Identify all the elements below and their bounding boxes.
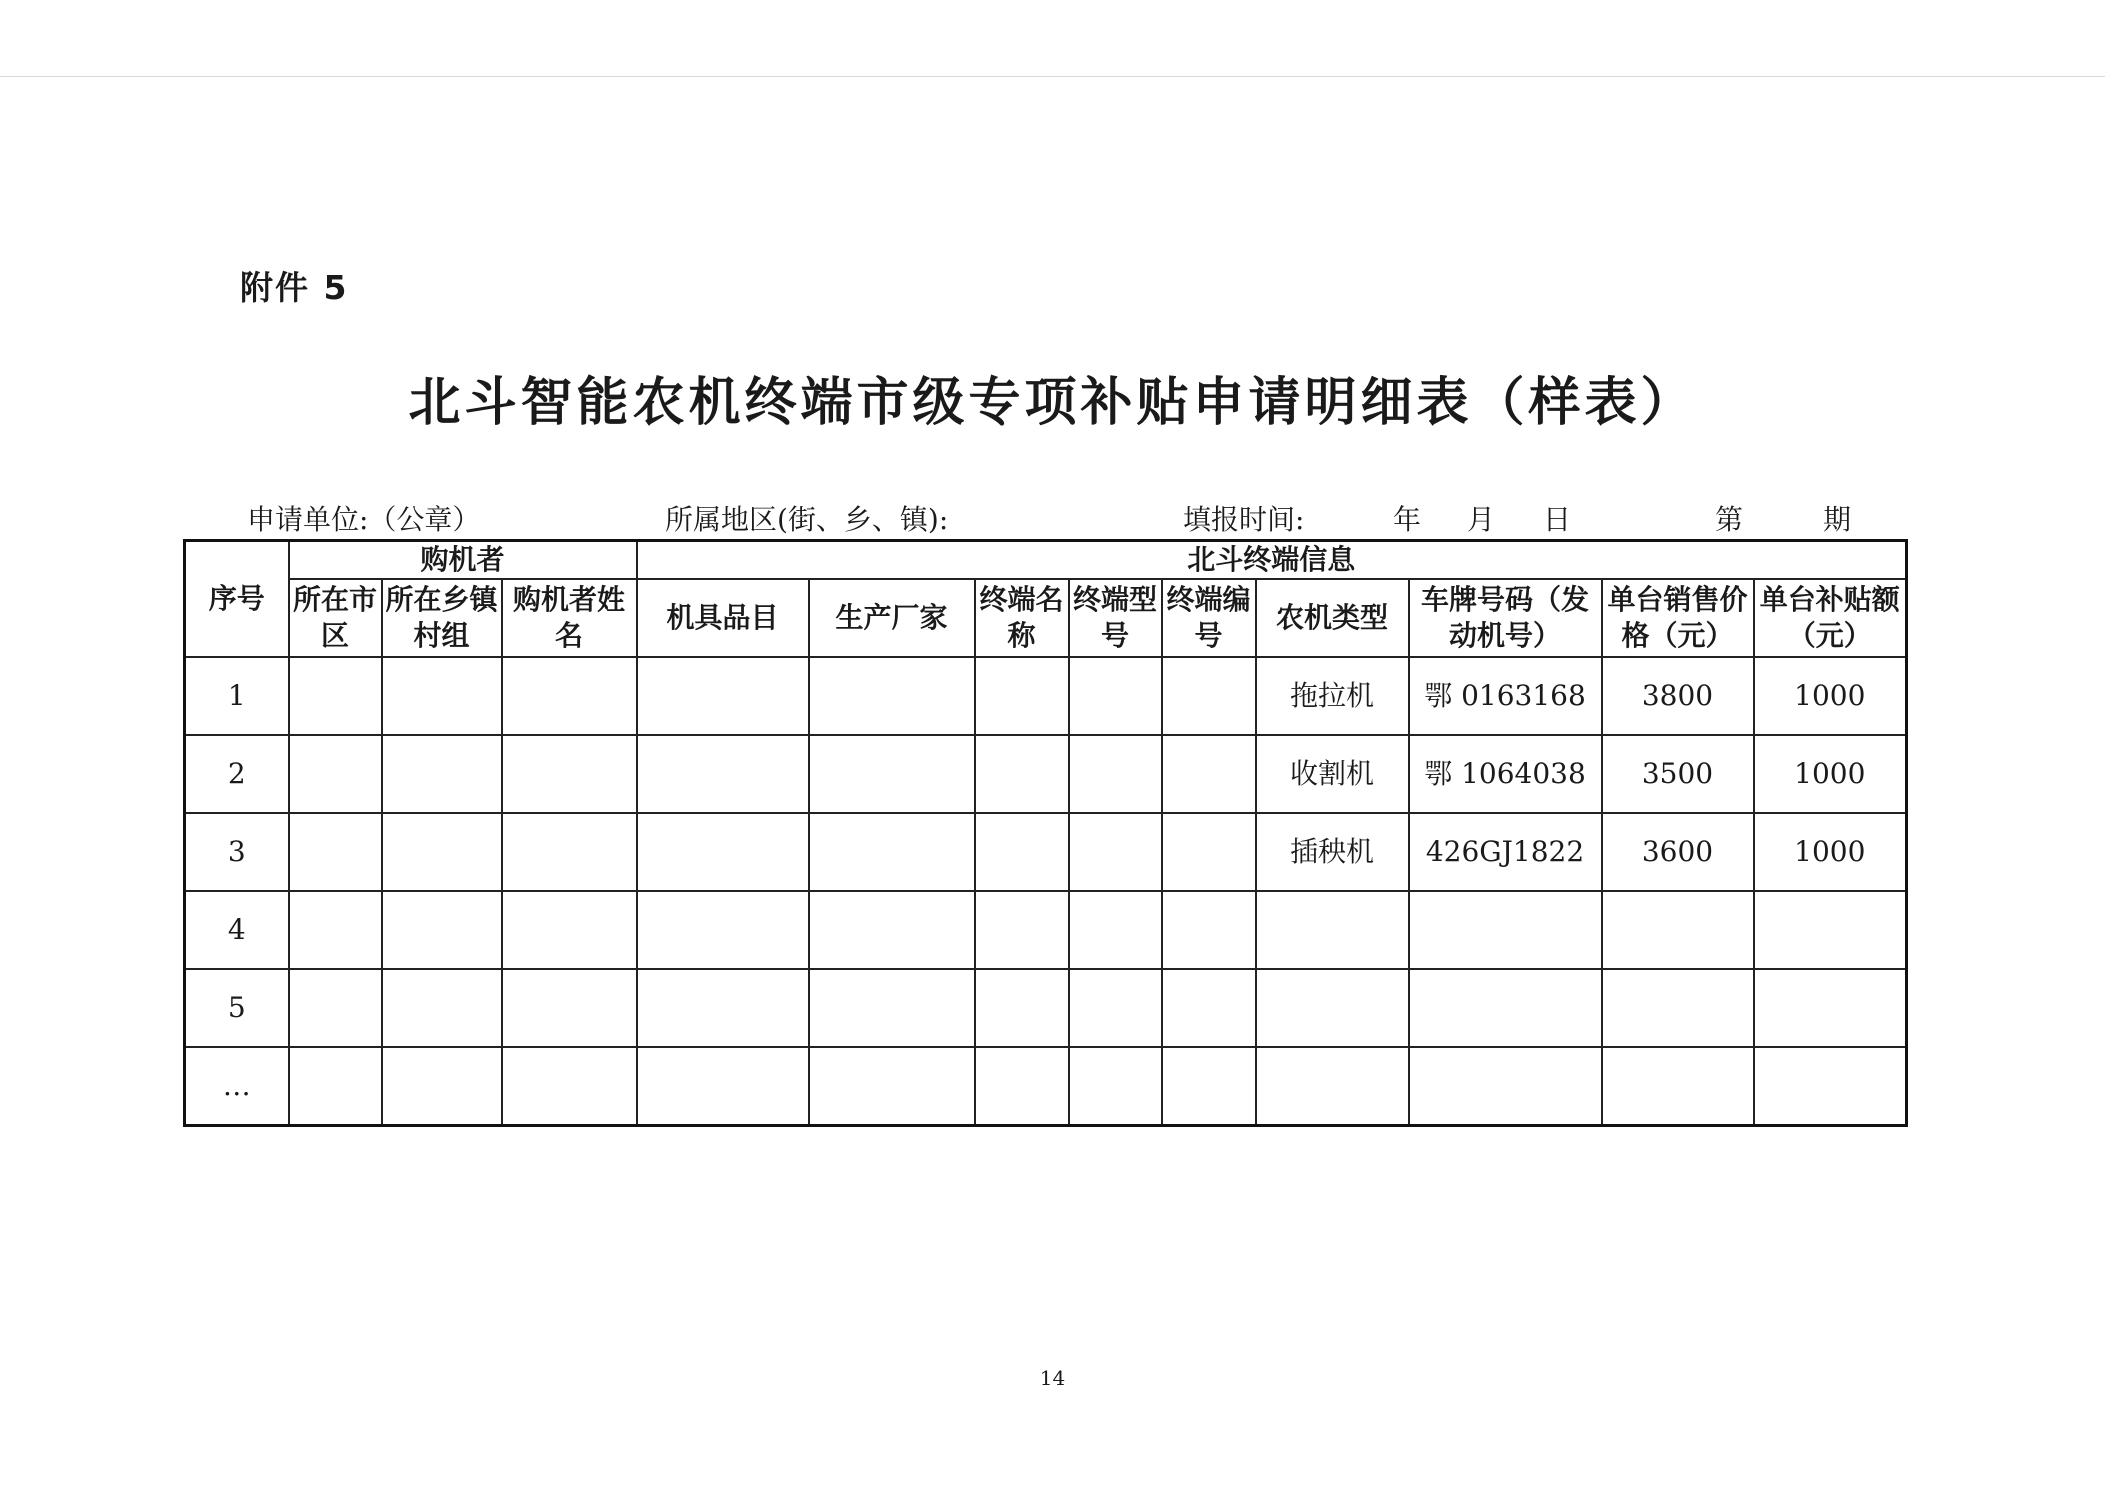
cell-machine-type: 插秧机 <box>1256 813 1409 891</box>
cell-price: 3500 <box>1602 735 1754 813</box>
header-terminal-model: 终端型号 <box>1069 579 1162 657</box>
header-plate: 车牌号码（发动机号） <box>1409 579 1602 657</box>
applicant-label: 申请单位:（公章） <box>247 503 481 536</box>
cell-price <box>1602 969 1754 1047</box>
table-row <box>185 813 1907 891</box>
cell-manufacturer <box>809 1047 975 1125</box>
cell-terminal-name <box>975 735 1069 813</box>
cell-plate: 鄂 1064038 <box>1409 735 1602 813</box>
table-row <box>185 735 1907 813</box>
cell-price: 3800 <box>1602 657 1754 735</box>
cell-town <box>382 657 502 735</box>
period-prefix: 第 <box>1715 503 1744 536</box>
period-suffix: 期 <box>1823 503 1852 536</box>
top-rule <box>0 76 2105 77</box>
cell-manufacturer <box>809 891 975 969</box>
table-row <box>185 1047 1907 1125</box>
cell-seq: 1 <box>185 657 289 735</box>
cell-machine-type: 拖拉机 <box>1256 657 1409 735</box>
cell-city <box>289 735 382 813</box>
header-group-buyer: 购机者 <box>289 541 637 580</box>
cell-seq: 5 <box>185 969 289 1047</box>
cell-subsidy: 1000 <box>1754 813 1907 891</box>
year-label: 年 <box>1393 503 1422 536</box>
cell-machine-type <box>1256 1047 1409 1125</box>
cell-manufacturer <box>809 735 975 813</box>
header-column-row <box>185 579 1907 657</box>
cell-seq: … <box>185 1047 289 1125</box>
cell-city <box>289 813 382 891</box>
attachment-label: 附件 5 <box>240 268 349 307</box>
cell-seq: 2 <box>185 735 289 813</box>
cell-price: 3600 <box>1602 813 1754 891</box>
cell-buyer-name <box>502 891 637 969</box>
cell-manufacturer <box>809 969 975 1047</box>
cell-manufacturer <box>809 657 975 735</box>
cell-subsidy <box>1754 1047 1907 1125</box>
subsidy-detail-table <box>183 539 1908 1127</box>
cell-subsidy <box>1754 969 1907 1047</box>
cell-terminal-name <box>975 1047 1069 1125</box>
header-manufacturer: 生产厂家 <box>809 579 975 657</box>
cell-terminal-number <box>1162 891 1256 969</box>
cell-buyer-name <box>502 1047 637 1125</box>
cell-terminal-name <box>975 657 1069 735</box>
cell-machine-type <box>1256 969 1409 1047</box>
cell-terminal-model <box>1069 813 1162 891</box>
document-title: 北斗智能农机终端市级专项补贴申请明细表（样表） <box>408 373 1697 433</box>
day-label: 日 <box>1543 503 1572 536</box>
cell-terminal-number <box>1162 1047 1256 1125</box>
cell-terminal-number <box>1162 813 1256 891</box>
cell-terminal-model <box>1069 891 1162 969</box>
cell-subsidy: 1000 <box>1754 657 1907 735</box>
cell-plate <box>1409 969 1602 1047</box>
cell-seq: 3 <box>185 813 289 891</box>
cell-plate <box>1409 1047 1602 1125</box>
cell-terminal-number <box>1162 735 1256 813</box>
header-city: 所在市区 <box>289 579 382 657</box>
cell-subsidy: 1000 <box>1754 735 1907 813</box>
cell-price <box>1602 1047 1754 1125</box>
header-group-terminal: 北斗终端信息 <box>637 541 1907 580</box>
cell-machine-item <box>637 891 809 969</box>
header-group-row <box>185 541 1907 580</box>
cell-terminal-name <box>975 813 1069 891</box>
report-time-label: 填报时间: <box>1183 503 1305 536</box>
cell-price <box>1602 891 1754 969</box>
cell-plate: 426GJ1822 <box>1409 813 1602 891</box>
cell-town <box>382 891 502 969</box>
cell-machine-item <box>637 735 809 813</box>
table-row <box>185 657 1907 735</box>
cell-terminal-name <box>975 969 1069 1047</box>
cell-buyer-name <box>502 657 637 735</box>
header-subsidy: 单台补贴额（元） <box>1754 579 1907 657</box>
table-row <box>185 969 1907 1047</box>
cell-town <box>382 969 502 1047</box>
cell-terminal-model <box>1069 969 1162 1047</box>
cell-town <box>382 735 502 813</box>
cell-machine-item <box>637 969 809 1047</box>
header-machine-type: 农机类型 <box>1256 579 1409 657</box>
cell-machine-item <box>637 1047 809 1125</box>
cell-terminal-model <box>1069 657 1162 735</box>
cell-terminal-model <box>1069 735 1162 813</box>
cell-city <box>289 891 382 969</box>
cell-plate: 鄂 0163168 <box>1409 657 1602 735</box>
cell-plate <box>1409 891 1602 969</box>
region-label: 所属地区(街、乡、镇): <box>665 503 949 536</box>
header-buyer-name: 购机者姓 名 <box>502 579 637 657</box>
cell-buyer-name <box>502 813 637 891</box>
cell-terminal-number <box>1162 969 1256 1047</box>
header-terminal-name: 终端名称 <box>975 579 1069 657</box>
cell-manufacturer <box>809 813 975 891</box>
cell-seq: 4 <box>185 891 289 969</box>
table-row <box>185 891 1907 969</box>
cell-town <box>382 813 502 891</box>
cell-city <box>289 657 382 735</box>
table-body <box>185 657 1907 1125</box>
header-seq: 序号 <box>185 541 289 658</box>
header-price: 单台销售价格（元） <box>1602 579 1754 657</box>
cell-terminal-model <box>1069 1047 1162 1125</box>
month-label: 月 <box>1467 503 1496 536</box>
cell-buyer-name <box>502 969 637 1047</box>
header-machine-item: 机具品目 <box>637 579 809 657</box>
cell-machine-item <box>637 657 809 735</box>
cell-machine-type: 收割机 <box>1256 735 1409 813</box>
cell-terminal-name <box>975 891 1069 969</box>
cell-machine-item <box>637 813 809 891</box>
cell-town <box>382 1047 502 1125</box>
cell-city <box>289 969 382 1047</box>
header-terminal-number: 终端编号 <box>1162 579 1256 657</box>
cell-city <box>289 1047 382 1125</box>
cell-subsidy <box>1754 891 1907 969</box>
cell-buyer-name <box>502 735 637 813</box>
header-town: 所在乡镇村组 <box>382 579 502 657</box>
page-number: 14 <box>1039 1366 1066 1390</box>
cell-terminal-number <box>1162 657 1256 735</box>
cell-machine-type <box>1256 891 1409 969</box>
